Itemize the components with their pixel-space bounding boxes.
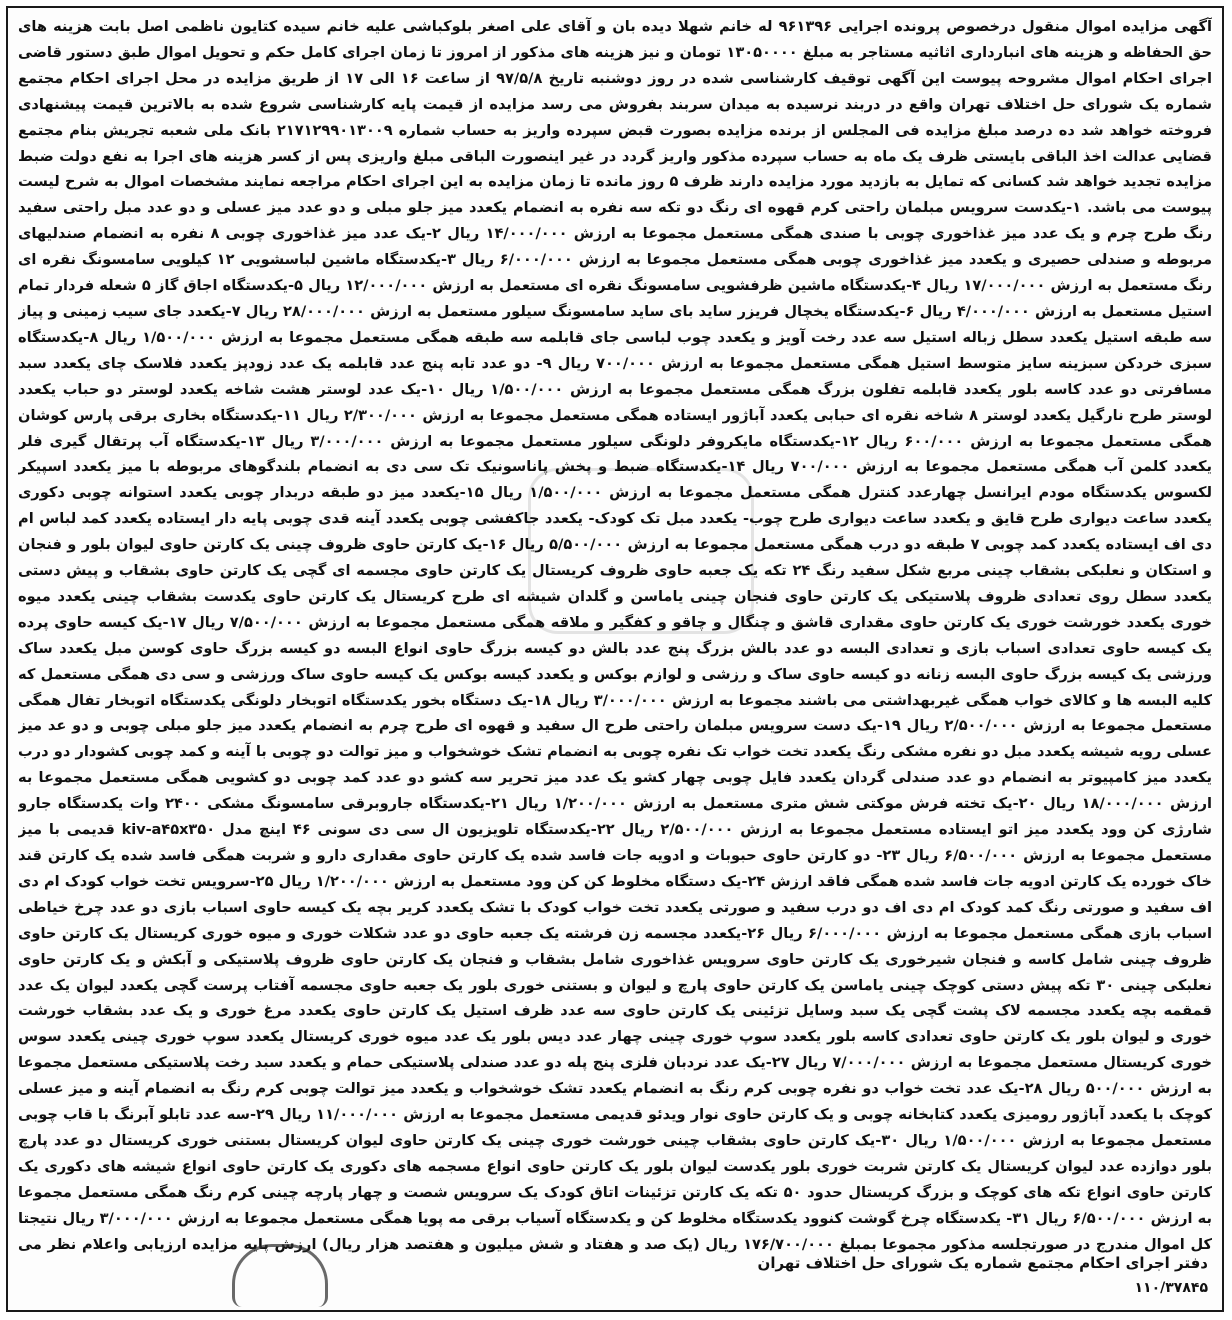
notice-footer (22, 1254, 1208, 1302)
stamp-mark (232, 1244, 328, 1307)
notice-body-text: آگهی مزایده اموال منقول درخصوص پرونده اجرایی ۹۶۱۳۹۶ له خانم شهلا دیده بان و آقای علی اصغر بلوکباشی علیه خانم سیده کتایون ناظمی اصل بابت هزینه های حق الحفاظه و هزینه های انبارداری اثاثیه مستاجر به مبلغ ۱۳۰۵۰۰۰۰ تومان و نیز هزینه های مذکور از امروز تا زمان اجرای کامل حکم و تحویل اموال طبق دستور قاضی اجرای احکام اموال مشروحه پیوست این آگهی توقیف کارشناسی شده در روز دوشنبه تاریخ ۹۷/۵/۸ از ساعت ۱۶ الی ۱۷ از طریق مزایده در محل اجرای احکام مجتمع شماره یک شورای حل اختلاف تهران واقع در دربند نرسیده به میدان سربند بفروش می رسد مزایده از قیمت پایه کارشناسی شروع شده به بالاترین قیمت پیشنهادی فروخته خواهد شد ده درصد مبلغ مزایده فی المجلس از برنده مزایده بصورت قبض سپرده واریز به حساب شماره ۲۱۷۱۲۹۹۰۱۳۰۰۹ بانک ملی شعبه تجریش بنام مجتمع قضایی عدالت اخذ الباقی بایستی ظرف یک ماه به حساب سپرده مذکور واریز گردد در غیر اینصورت الباقی مبلغ واریزی پس از کسر هزینه های اجرا به نفع دولت ضبط مزایده تجدید خواهد شد کسانی که تمایل به بازدید مورد مزایده دارند ظرف ۵ روز مانده تا زمان مزایده به این اجرای احکام مراجعه نمایند مشخصات اموال به شرح لیست پیوست می باشد. ۱-یکدست سرویس مبلمان راحتی کرم قهوه ای رنگ دو تکه سه نفره به انضمام یکعدد میز جلو مبلی و دو عدد میز عسلی و دو عدد مبل راحتی سفید رنگ طرح چرم و یک عدد میز غذاخوری چوبی با صندی همگی مستعمل مجموعا به ارزش ۱۴/۰۰۰/۰۰۰ ریال ۲-یک عدد میز غذاخوری چوبی ۸ نفره به انضمام صندلیهای مربوطه و صندلی حصیری و یکعدد میز غذاخوری چوبی همگی مستعمل مجموعا به ارزش ۶/۰۰۰/۰۰۰ ریال ۳-یکدستگاه ماشین لباسشویی ۱۲ کیلویی سامسونگ نقره ای رنگ مستعمل به ارزش ۱۷/۰۰۰/۰۰۰ ریال ۴-یکدستگاه ماشین ظرفشویی سامسونگ نقره ای مستعمل به ارزش ۱۲/۰۰۰/۰۰۰ ریال ۵-یکدستگاه اجاق گاز ۵ شعله فردار تمام استیل مستعمل به ارزش ۴/۰۰۰/۰۰۰ ریال ۶-یکدستگاه یخچال فریزر ساید بای ساید سامسونگ سیلور مستعمل به ارزش ۲۸/۰۰۰/۰۰۰ ریال ۷-یکعدد جای سیب زمینی و پیاز سه طبقه استیل یکعدد سطل زباله استیل سه عدد رخت آویز و یکعدد چوب لباسی جای قابلمه سه طبقه همگی مستعمل مجموعا به ارزش ۱/۵۰۰/۰۰۰ ریال ۸-یکدستگاه سبزی خردکن سبزینه سایز متوسط استیل همگی مستعمل مجموعا به ارزش ۷۰۰/۰۰۰ ریال ۹- دو عدد تابه پنج عدد قابلمه یک عدد زودپز یکعدد فلاسک چای یکعدد سبد مسافرتی دو عدد کاسه بلور یکعدد قابلمه تفلون بزرگ همگی مستعمل مجموعا به ارزش ۱/۵۰۰/۰۰۰ ریال ۱۰-یک عدد لوستر هشت شاخه یکعدد لوستر دو حباب یکعدد لوستر طرح نارگیل یکعدد لوستر ۸ شاخه نقره ای حبابی یکعدد آباژور ایستاده همگی مستعمل مجموعا به ارزش ۲/۳۰۰/۰۰۰ ریال ۱۱-یکدستگاه بخاری برقی پارس کوشان همگی مستعمل مجموعا به ارزش ۶۰۰/۰۰۰ ریال ۱۲-یکدستگاه مایکروفر دلونگی سیلور مستعمل مجموعا به ارزش ۳/۰۰۰/۰۰۰ ریال ۱۳-یکدستگاه آب پرتقال گیری فلر یکعدد کلمن آب همگی مستعمل مجموعا به ارزش ۷۰۰/۰۰۰ ریال ۱۴-یکدستگاه ضبط و پخش پاناسونیک تک سی دی به انضمام بلندگوهای مربوطه با میز یکعدد اسپیکر لکسوس یکدستگاه مودم ایرانسل چهارعدد کنترل همگی مستعمل مجموعا به ارزش ۱/۵۰۰/۰۰۰ ریال ۱۵-یکعدد میز دو طبقه دربدار چوبی یکعدد استوانه چوبی دکوری یکعدد ساعت دیواری طرح قایق و یکعدد ساعت دیواری طرح چوب- یکعدد مبل تک کودک- یکعدد جاکفشی چوبی یکعدد آینه قدی چوبی پایه دار ایستاده یکعدد کمد لباس ام دی اف ایستاده یکعدد کمد چوبی ۷ طبقه دو درب همگی مستعمل مجموعا به ارزش ۵/۵۰۰/۰۰۰ ریال ۱۶-یک کارتن حاوی ظروف چینی یک کارتن حاوی لیوان بلور و فنجان و استکان و نعلبکی بشقاب چینی مربع شکل سفید رنگ ۲۴ تکه یک جعبه حاوی ظروف کریستال یک کارتن حاوی مجسمه ای گچی یک کارتن حاوی بشقاب و پیش دستی یکعدد سطل روی تعدادی ظروف پلاستیکی یک کارتن حاوی فنجان چینی یاماسن و گلدان شیشه ای طرح کریستال یک کارتن حاوی یکدست بشقاب چینی یکعدد میوه خوری یکعدد خورشت خوری یک کارتن حاوی مقداری قاشق و چنگال و چاقو و کفگیر و ملاقه همگی مستعمل مجموعا به ارزش ۷/۵۰۰/۰۰۰ ریال ۱۷-یک کیسه حاوی پرده یک کیسه حاوی تعدادی اسباب بازی و تعدادی البسه دو عدد بالش بزرگ پنج عدد بالش دو کیسه بزرگ حاوی انواع البسه دو کیسه بزرگ حاوی کوسن مبل یکعدد ساک ورزشی یک کیسه بزرگ حاوی البسه زنانه دو کیسه حاوی ساک و رزشی و لوازم بوکس و یکعدد کیسه بوکس یک کیسه حاوی ساک ورزشی و سی دی همگی مستعمل که کلیه البسه ها و کالای خواب همگی غیربهداشتی می باشند مجموعا به ارزش ۳/۰۰۰/۰۰۰ ریال ۱۸-یک دستگاه بخور یکدستگاه اتوبخار دلونگی یکدستگاه اتوبخار تفال همگی مستعمل مجموعا به ارزش ۲/۵۰۰/۰۰۰ ریال ۱۹-یک دست سرویس مبلمان راحتی طرح ال سفید و قهوه ای طرح چرم به انضمام یکعدد میز جلو مبلی چوبی و دو عد میز عسلی رویه شیشه یکعدد مبل دو نفره مشکی رنگ یکعدد تخت خواب تک نفره چوبی به انضمام تشک خوشخواب و میز توالت دو چوبی با آینه و کمد چوبی کشودار دو درب یکعدد میز کامپیوتر به انضمام دو عدد صندلی گردان یکعدد فایل چوبی چهار کشو یک عدد میز تحریر سه کشو دو عدد کمد چوبی دو کشویی همگی مستعمل مجموعا به ارزش ۱۸/۰۰۰/۰۰۰ ریال ۲۰-یک تخته فرش موکتی شش متری مستعمل به ارزش ۱/۲۰۰/۰۰۰ ریال ۲۱-یکدستگاه جاروبرقی سامسونگ مشکی ۲۴۰۰ وات یکدستگاه جارو شارژی کن وود یکعدد میز اتو ایستاده مستعمل مجموعا به ارزش ۲/۵۰۰/۰۰۰ ریال ۲۲-یکدستگاه تلویزیون ال سی دی سونی ۴۶ اینچ مدل kiv-a۴۵x۳۵۰ قدیمی با میز مستعمل مجموعا به ارزش ۶/۵۰۰/۰۰۰ ریال ۲۳- دو کارتن حاوی حبوبات و ادویه جات فاسد شده یک کارتن حاوی مقداری دارو و شربت همگی فاسد شده یک کارتن قند خاک خورده یک کارتن ادویه جات فاسد شده همگی فاقد ارزش ۲۴-یک دستگاه مخلوط کن کن وود مستعمل به ارزش ۱/۲۰۰/۰۰۰ ریال ۲۵-سرویس تخت خواب کودک ام دی اف سفید و صورتی رنگ کمد کودک ام دی اف دو درب سفید و صورتی یکعدد تخت خواب کودک با تشک یکعدد کریر بچه یک کیسه حاوی اسباب بازی دو عدد چرخ خیاطی اسباب بازی همگی مستعمل مجموعا به ارزش ۶/۰۰۰/۰۰۰ ریال ۲۶-یکعدد مجسمه زن فرشته یک جعبه حاوی دو عدد شکلات خوری و میوه خوری کریستال یک کارتن حاوی ظروف چینی شامل کاسه و فنجان شیرخوری یک کارتن حاوی سرویس غذاخوری شامل بشقاب و فنجان یک کارتن حاوی ظروف پلاستیکی و آبکش و یک کارتن حاوی نعلبکی چینی ۳۰ تکه پیش دستی کوچک چینی یاماسن یک کارتن حاوی پارچ و لیوان و بستنی خوری بلور یک جعبه حاوی مجسمه آفتاب پرست گچی یکعدد لیوان یک عدد قمقمه بچه یکعدد مجسمه لاک پشت گچی یک سبد وسایل تزئینی یک کارتن حاوی سه عدد ظرف استیل یک کارتن حاوی یکعدد مرغ خوری و یک عدد بشقاب خورشت خوری و لیوان بلور یک کارتن حاوی تعدادی کاسه بلور یکعدد سوپ خوری چینی چهار عدد دیس بلور یک عدد میوه خوری کریستال یکعدد سوپ خوری چینی یکعدد سوس خوری کریستال مستعمل مجموعا به ارزش ۷/۰۰۰/۰۰۰ ریال ۲۷-یک عدد نردبان فلزی پنج پله دو عدد صندلی پلاستیکی حمام و یکعدد سبد رخت پلاستیکی مستعمل مجموعا به ارزش ۵۰۰/۰۰۰ ریال ۲۸-یک عدد تخت خواب دو نفره چوبی کرم رنگ به انضمام یکعدد تشک خوشخواب و یکعدد میز توالت چوبی کرم رنگ به انضمام آینه و میز عسلی کوچک با یکعدد آباژور رومیزی یکعدد کتابخانه چوبی و یک کارتن حاوی نوار ویدئو قدیمی مستعمل مجموعا به ارزش ۱۱/۰۰۰/۰۰۰ ریال ۲۹-سه عدد تابلو آبرنگ با قاب چوبی مستعمل مجموعا به ارزش ۱/۵۰۰/۰۰۰ ریال ۳۰-یک کارتن حاوی بشقاب چینی خورشت خوری چینی یک کارتن حاوی لیوان کریستال بستنی خوری کریستال دو عدد پارچ بلور دوازده عدد لیوان کریستال یک کارتن شربت خوری بلور یکدست لیوان بلور یک کارتن حاوی انواع مسجمه های دکوری یک کارتن حاوی انواع شیشه های دکوری یک کارتن حاوی انواع تکه های کوچک و بزرگ کریستال حدود ۵۰ تکه یک کارتن تزئینات اتاق کودک یک سرویس شصت و چهار پارچه چینی کرم رنگ همگی مستعمل مجموعا به ارزش ۶/۵۰۰/۰۰۰ ریال ۳۱- یکدستگاه چرخ گوشت کنوود یکدستگاه مخلوط کن و یکدستگاه آسیاب برقی مه پویا همگی مستعمل مجموعا به ارزش ۳/۰۰۰/۰۰۰ ریال نتیجتا کل اموال مندرج در صورتجلسه مذکور مجموعا بمبلغ ۱۷۶/۷۰۰/۰۰۰ ریال (یک صد و هفتاد و شش میلیون و هفتصد هزار ریال) ارزش پایه مزایده ارزیابی واعلام نظر می (18, 18, 1212, 1253)
reference-number: ۱۱۰/۳۷۸۴۵ (1134, 1280, 1208, 1296)
issuer-signature: دفتر اجرای احکام مجتمع شماره یک شورای حل اختلاف تهران (757, 1254, 1208, 1272)
auction-notice (6, 6, 1224, 1312)
